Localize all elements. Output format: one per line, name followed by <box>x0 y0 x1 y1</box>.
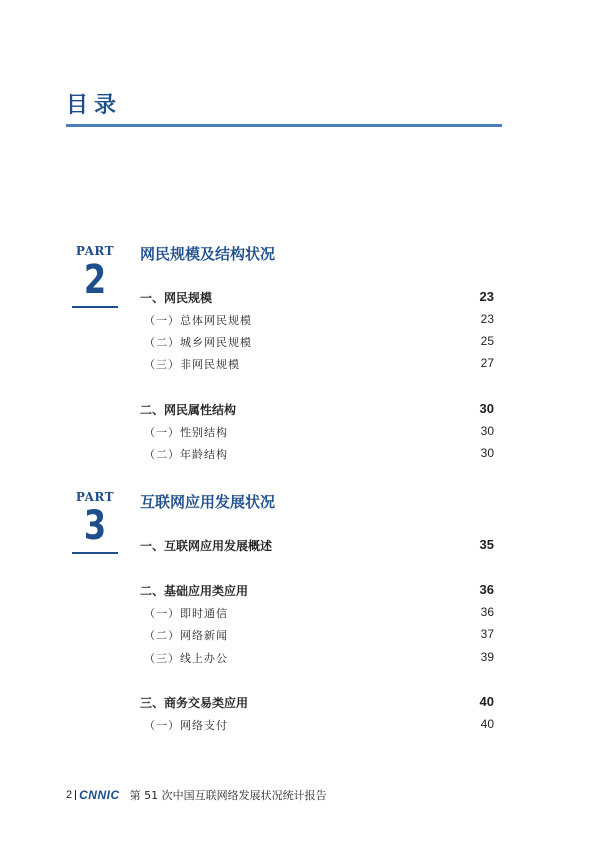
page-footer <box>66 786 327 804</box>
toc-entry-label: 三、商务交易类应用 <box>140 696 249 710</box>
part-3-title: 互联网应用发展状况 <box>140 493 276 511</box>
toc-entry-label: 一、互联网应用发展概述 <box>140 539 273 553</box>
toc-entry-page: 30 <box>480 424 494 438</box>
toc-entry-label: （一）网络支付 <box>144 719 228 732</box>
toc-entry-label: （三）线上办公 <box>144 652 228 665</box>
footer-page-number: 2 <box>66 789 73 801</box>
toc-entry-label: （二）年龄结构 <box>144 448 228 461</box>
toc-entry[interactable] <box>140 650 494 668</box>
toc-entry-label: 二、网民属性结构 <box>140 403 237 417</box>
toc-entry[interactable] <box>140 334 494 352</box>
toc-entry[interactable] <box>140 582 494 600</box>
toc-entry-page: 36 <box>480 605 494 619</box>
toc-entry-page: 30 <box>480 446 494 460</box>
toc-entry-page: 39 <box>480 650 494 664</box>
toc-entry-label: （二）城乡网民规模 <box>144 336 252 349</box>
toc-entry[interactable] <box>140 694 494 712</box>
toc-entry-page: 30 <box>479 401 494 416</box>
toc-entry-label: 二、基础应用类应用 <box>140 584 249 598</box>
toc-entry-page: 37 <box>480 627 494 641</box>
footer-separator <box>75 790 76 800</box>
toc-entry-label: （一）即时通信 <box>144 607 228 620</box>
part-label: PART <box>75 244 115 258</box>
toc-entry-page: 25 <box>480 334 494 348</box>
cnnic-logo: CNNIC <box>79 788 120 802</box>
toc-entry[interactable] <box>140 312 494 330</box>
part-label: PART <box>75 490 115 504</box>
toc-entry[interactable] <box>140 605 494 623</box>
title-divider <box>66 124 502 127</box>
part-3-marker <box>72 490 118 554</box>
toc-entry-page: 40 <box>480 717 494 731</box>
toc-entry-page: 23 <box>479 289 494 304</box>
toc-entry[interactable] <box>140 446 494 464</box>
toc-entry-page: 35 <box>479 537 494 552</box>
toc-entry-label: （二）网络新闻 <box>144 629 228 642</box>
part-divider <box>72 552 118 554</box>
toc-entry-label: （三）非网民规模 <box>144 358 240 371</box>
toc-entry-label: （一）性别结构 <box>144 426 228 439</box>
toc-entry-page: 23 <box>480 312 494 326</box>
toc-entry-label: （一）总体网民规模 <box>144 314 252 327</box>
part-number: 2 <box>83 257 107 303</box>
toc-entry[interactable] <box>140 356 494 374</box>
toc-entry-page: 27 <box>480 356 494 370</box>
toc-entry[interactable] <box>140 424 494 442</box>
toc-entry[interactable] <box>140 401 494 419</box>
page-title: 目录 <box>66 93 123 118</box>
part-divider <box>72 306 118 308</box>
part-number: 3 <box>83 503 107 549</box>
toc-entry[interactable] <box>140 627 494 645</box>
part-2-marker <box>72 244 118 308</box>
toc-entry-page: 40 <box>479 694 494 709</box>
toc-entry-label: 一、网民规模 <box>140 291 213 305</box>
toc-entry[interactable] <box>140 289 494 307</box>
toc-entry-page: 36 <box>479 582 494 597</box>
footer-report-title: 第 51 次中国互联网络发展状况统计报告 <box>129 789 327 802</box>
part-2-title: 网民规模及结构状况 <box>140 245 276 263</box>
toc-entry[interactable] <box>140 717 494 735</box>
toc-entry[interactable] <box>140 537 494 555</box>
